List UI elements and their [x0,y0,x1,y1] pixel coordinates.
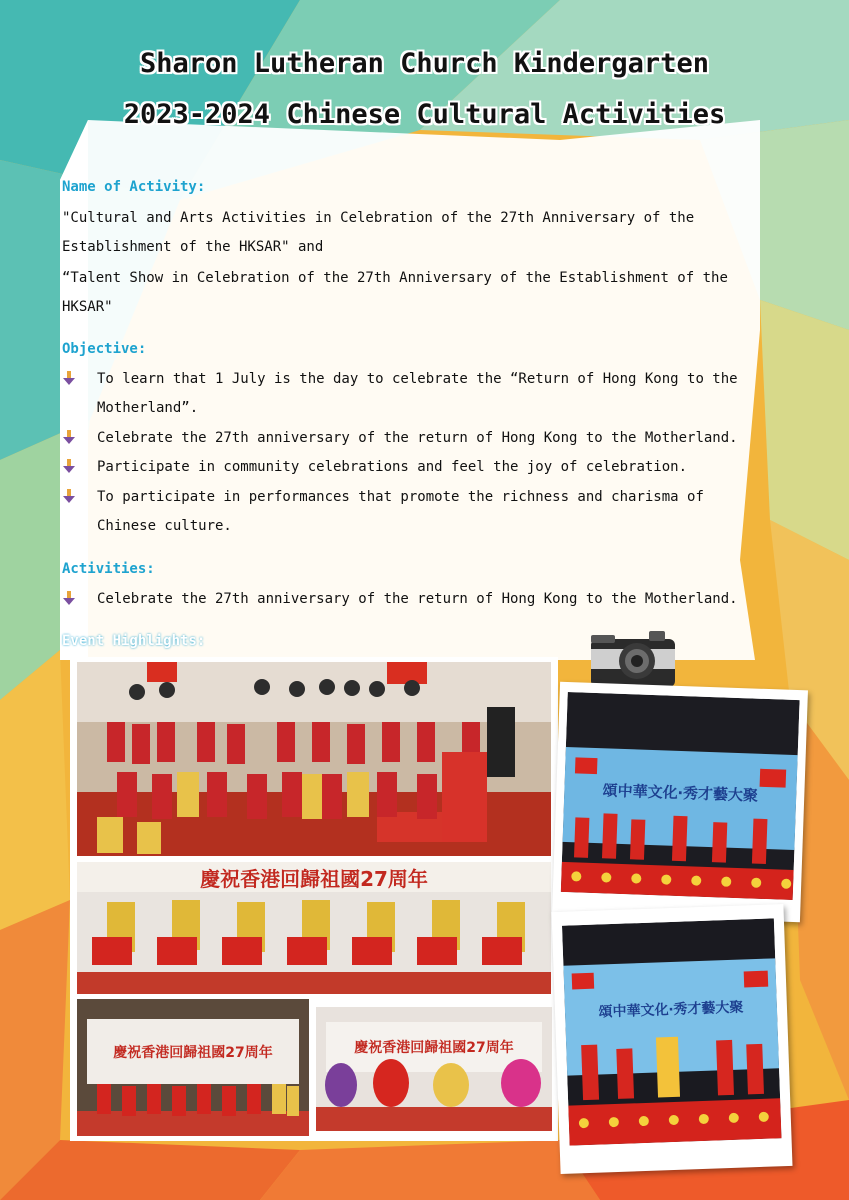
down-arrow-icon [62,430,76,446]
lion-dance-photo [316,1007,552,1131]
small-banner-1-text: 慶祝香港回歸祖國27周年 [113,1045,273,1061]
objective-bullet-4-line-2: Chinese culture. [97,518,232,534]
polaroid-photo-2 [551,904,792,1174]
down-arrow-icon [62,459,76,475]
page-title-line-1: Sharon Lutheran Church Kindergarten [140,48,709,79]
objective-bullet-4-line-1: To participate in performances that promote the richness and charisma of [97,489,704,505]
down-arrow-icon [62,371,76,387]
activity-name-line-4: HKSAR" [62,299,113,315]
event-highlights-heading: Event Highlights: [62,633,206,649]
polaroid-photo-1 [552,682,808,923]
objective-bullet-1-line-2: Motherland”. [97,400,199,416]
down-arrow-icon [62,591,76,607]
activities-bullet-1-text: Celebrate the 27th anniversary of the return of Hong Kong to the Motherland. [97,591,738,607]
stage-banner-2-text: 頌中華文化‧秀才藝大聚 [598,999,744,1021]
down-arrow-icon [62,489,76,505]
activity-name-line-3: “Talent Show in Celebration of the 27th Anniversary of the Establishment of the [62,270,728,286]
objective-bullet-3-text: Participate in community celebrations and feel the joy of celebration. [97,459,688,475]
camera-icon [589,627,677,689]
small-banner-2-text: 慶祝香港回歸祖國27周年 [354,1040,514,1056]
activity-name-line-2: Establishment of the HKSAR" and [62,239,324,255]
activities-heading: Activities: [62,561,155,577]
activity-name-line-1: "Cultural and Arts Activities in Celebration of the 27th Anniversary of the [62,210,695,226]
objective-heading: Objective: [62,341,147,357]
drum-banner-text: 慶祝香港回歸祖國27周年 [200,867,428,891]
objective-bullet-2-text: Celebrate the 27th anniversary of the return of Hong Kong to the Motherland. [97,430,738,446]
stage-group-photo [77,999,309,1136]
stage-banner-1-text: 頌中華文化‧秀才藝大聚 [602,781,759,805]
drum-performance-photo [77,862,551,994]
objective-bullet-1-line-1: To learn that 1 July is the day to celebrate the “Return of Hong Kong to the [97,371,738,387]
group-photo [77,662,551,856]
page-title-line-2: 2023-2024 Chinese Cultural Activities [123,99,726,130]
name-of-activity-heading: Name of Activity: [62,179,206,195]
